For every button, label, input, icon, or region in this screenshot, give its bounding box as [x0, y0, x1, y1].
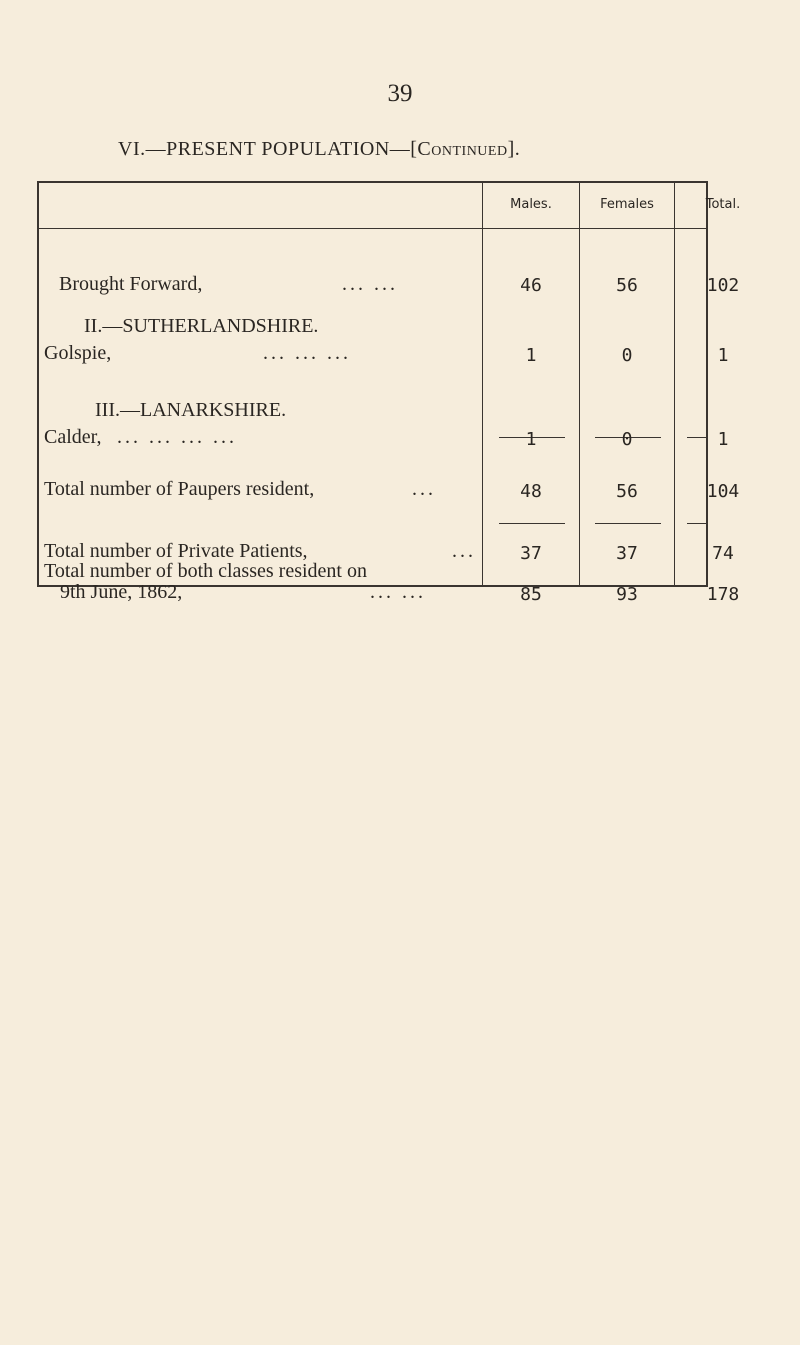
cell-females: 56 [616, 275, 638, 296]
row-label-private-patients: Total number of Private Patients, [44, 540, 308, 562]
col-divider-1 [482, 181, 483, 587]
row-label-golspie: Golspie, [44, 342, 112, 364]
col-header-total: Total. [705, 197, 741, 212]
header-rule [37, 228, 706, 229]
cell-females: 56 [616, 481, 638, 502]
row-leader-dots: ... [412, 478, 436, 500]
row-leader-dots: ... ... [342, 273, 398, 295]
row-label-text: Brought Forward, [59, 273, 203, 295]
cell-males: 46 [520, 275, 542, 296]
cell-females: 37 [616, 543, 638, 564]
cell-females: 0 [621, 429, 633, 450]
cell-total: 102 [706, 275, 740, 296]
table-heading [118, 138, 520, 161]
cell-total: 1 [717, 345, 729, 366]
cell-grand-total-females: 93 [616, 584, 638, 605]
col-header-males: Males. [510, 197, 552, 212]
row-label-paupers-resident: Total number of Paupers resident, [44, 478, 315, 500]
table-right-border [706, 181, 708, 587]
page-number: 39 [387, 80, 413, 107]
row-leader-dots: ... ... [370, 581, 426, 603]
row-leader-dots: ... ... ... ... [117, 426, 237, 448]
cell-total: 104 [706, 481, 740, 502]
cell-males: 1 [525, 345, 537, 366]
cell-grand-total-total: 178 [706, 584, 740, 605]
col-divider-2 [579, 181, 580, 587]
grand-total-label-line1: Total number of both classes resident on [44, 560, 367, 582]
total-rule-total [687, 523, 706, 524]
cell-males: 1 [525, 429, 537, 450]
section-heading-sutherlandshire: II.—SUTHERLANDSHIRE. [84, 315, 319, 337]
cell-grand-total-males: 85 [520, 584, 542, 605]
grand-total-label-line2: 9th June, 1862, [60, 581, 183, 603]
cell-males: 48 [520, 481, 542, 502]
row-label-brought-forward [59, 273, 202, 296]
cell-total: 1 [717, 429, 729, 450]
row-leader-dots: ... [452, 540, 476, 562]
col-divider-3 [674, 181, 675, 587]
cell-males: 37 [520, 543, 542, 564]
cell-females: 0 [621, 345, 633, 366]
total-rule-males [499, 523, 565, 524]
total-rule-females [595, 523, 661, 524]
cell-total: 74 [712, 543, 734, 564]
row-leader-dots: ... ... ... [263, 342, 351, 364]
section-heading-lanarkshire: III.—LANARKSHIRE. [95, 399, 287, 421]
heading-continued: [Continued]. [410, 138, 521, 160]
row-label-calder: Calder, [44, 426, 102, 448]
heading-main: VI.—PRESENT POPULATION— [118, 138, 411, 160]
table-top-border [37, 181, 708, 183]
col-header-females: Females [600, 197, 654, 212]
table-left-border [37, 181, 39, 587]
